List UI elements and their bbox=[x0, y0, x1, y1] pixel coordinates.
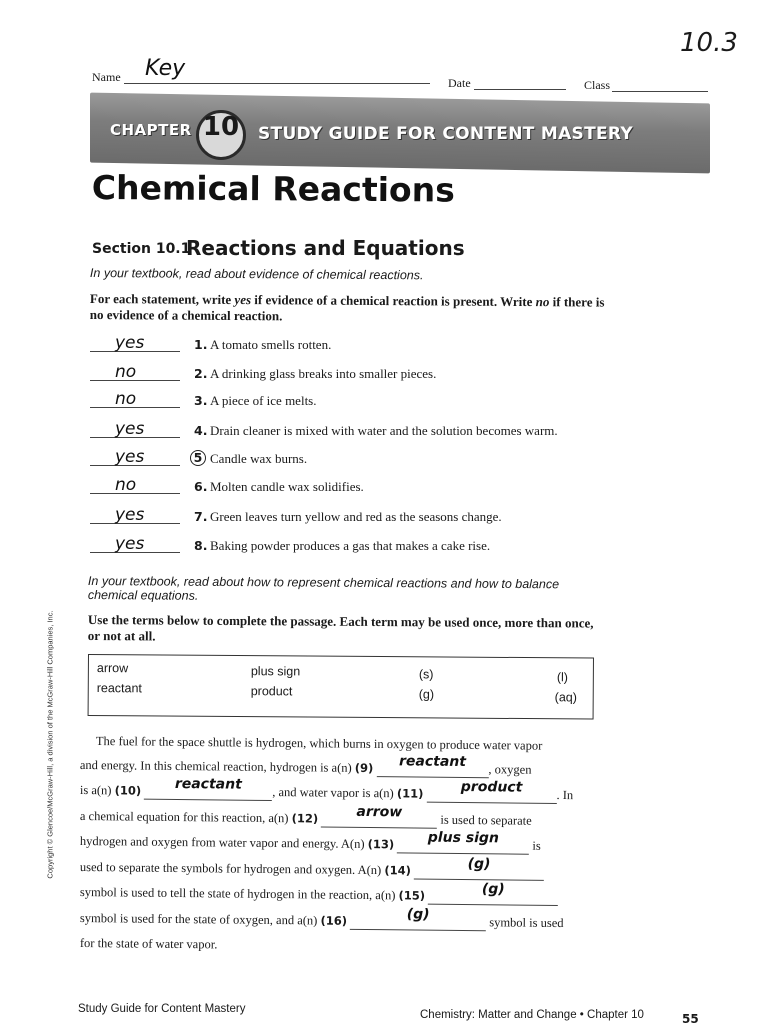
chapter-title: Chemical Reactions bbox=[91, 168, 455, 210]
question-text: A tomato smells rotten. bbox=[210, 337, 332, 352]
answer-blank bbox=[426, 778, 556, 804]
question-text: Candle wax burns. bbox=[210, 451, 308, 466]
blank-answer: plus sign bbox=[427, 829, 500, 847]
banner-title: STUDY GUIDE FOR CONTENT MASTERY bbox=[258, 124, 633, 144]
word-bank-term: arrow bbox=[96, 661, 129, 676]
passage-text: is bbox=[529, 838, 541, 853]
copyright-notice: Copyright © Glencoe/McGraw-Hill, a division of the McGraw-Hill Companies, Inc. bbox=[45, 610, 55, 879]
blank-answer: reactant bbox=[174, 775, 242, 793]
passage-text: a chemical equation for this reaction, a(n) bbox=[79, 809, 292, 826]
question-number: 7. bbox=[194, 509, 208, 524]
question-number: 8. bbox=[194, 538, 208, 553]
passage-line: The fuel for the space shuttle is hydrogen, which burns in oxygen to produce water vapor bbox=[95, 734, 543, 753]
section-number: Section 10.1 bbox=[92, 241, 191, 257]
footer-book-chapter: Chemistry: Matter and Change • Chapter 10 bbox=[420, 1009, 644, 1021]
blank-number: (16) bbox=[320, 913, 348, 928]
instructions-part-2: Use the terms below to complete the passage. Each term may be used once, more than once, or not at all. bbox=[87, 612, 594, 644]
instruction-text: if there is no evidence of a chemical reaction. bbox=[89, 294, 605, 324]
passage-text: , and water vapor is a(n) bbox=[272, 785, 397, 801]
word-bank-term: product bbox=[250, 684, 293, 699]
passage-text: used to separate the symbols for hydrogen and oxygen. A(n) bbox=[79, 860, 385, 878]
word-bank-box bbox=[88, 654, 594, 720]
instruction-no: no bbox=[535, 294, 550, 310]
passage-text: is a(n) bbox=[79, 783, 115, 798]
question-text: Green leaves turn yellow and red as the seasons change. bbox=[210, 509, 502, 524]
answer-value: no bbox=[115, 475, 137, 495]
class-label: Class bbox=[584, 78, 611, 92]
blank-number: (12) bbox=[291, 811, 319, 826]
question-text: Molten candle wax solidifies. bbox=[210, 479, 364, 494]
answer-value: yes bbox=[115, 505, 145, 525]
banner-chapter-label: CHAPTER bbox=[110, 121, 192, 139]
word-bank-term: (s) bbox=[418, 667, 434, 682]
passage-line bbox=[79, 881, 558, 906]
word-bank-term: (g) bbox=[418, 687, 435, 702]
passage-text: , oxygen bbox=[488, 762, 532, 777]
question-text: A piece of ice melts. bbox=[210, 393, 317, 408]
blank-number: (13) bbox=[367, 837, 395, 852]
passage-line: for the state of water vapor. bbox=[79, 936, 218, 952]
section-reading-note-2: In your textbook, read about how to represent chemical reactions and how to balance chemical equations. bbox=[87, 574, 560, 603]
answer-blank bbox=[428, 881, 558, 906]
blank-answer: arrow bbox=[356, 803, 403, 821]
answer-blank bbox=[414, 856, 544, 880]
question-text: Drain cleaner is mixed with water and the solution becomes warm. bbox=[210, 423, 558, 438]
answer-blank bbox=[376, 753, 488, 778]
name-label: Name bbox=[92, 70, 121, 84]
passage-text: symbol is used for the state of oxygen, and a(n) bbox=[79, 911, 321, 928]
word-bank-term: (aq) bbox=[554, 690, 577, 705]
answer-value: yes bbox=[115, 534, 145, 554]
name-field-line bbox=[124, 83, 430, 84]
instructions-part-1 bbox=[90, 291, 610, 327]
answer-blank bbox=[321, 803, 437, 829]
instruction-text: if evidence of a chemical reaction is present. Write bbox=[251, 292, 536, 310]
blank-number: (14) bbox=[384, 863, 411, 878]
passage-line bbox=[79, 775, 574, 804]
answer-value: yes bbox=[115, 333, 145, 353]
instruction-yes: yes bbox=[234, 292, 252, 308]
section-reading-note: In your textbook, read about evidence of chemical reactions. bbox=[89, 266, 424, 283]
banner-chapter-number: 10 bbox=[202, 112, 240, 142]
class-field-line bbox=[612, 91, 708, 92]
blank-answer: (g) bbox=[406, 906, 430, 923]
word-bank-term: plus sign bbox=[250, 664, 301, 679]
passage-text: . In bbox=[556, 787, 574, 803]
passage-line bbox=[79, 803, 532, 830]
name-field-value: Key bbox=[145, 56, 186, 81]
instruction-text: For each statement, write bbox=[89, 291, 235, 308]
passage-text: symbol is used bbox=[486, 915, 564, 931]
section-title: Reactions and Equations bbox=[186, 236, 465, 260]
answer-blank bbox=[350, 906, 486, 931]
answer-value: no bbox=[115, 362, 137, 382]
passage-text: hydrogen and oxygen from water vapor and energy. A(n) bbox=[79, 834, 368, 852]
blank-answer: (g) bbox=[481, 881, 505, 898]
answer-value: yes bbox=[115, 447, 145, 467]
blank-number: (11) bbox=[396, 786, 424, 801]
blank-answer: product bbox=[460, 778, 523, 796]
passage-text: symbol is used to tell the state of hydrogen in the reaction, a(n) bbox=[79, 885, 399, 903]
blank-number: (9) bbox=[354, 760, 374, 776]
answer-value: yes bbox=[115, 419, 145, 439]
question-number: 3. bbox=[194, 393, 208, 408]
footer-guide-title: Study Guide for Content Mastery bbox=[78, 1003, 246, 1015]
passage-text: and energy. In this chemical reaction, hydrogen is a(n) bbox=[79, 758, 355, 775]
question-text: A drinking glass breaks into smaller pieces. bbox=[210, 366, 437, 381]
date-label: Date bbox=[448, 76, 471, 90]
answer-blank bbox=[397, 829, 529, 854]
corner-handwritten-mark: 10.3 bbox=[680, 28, 738, 58]
question-text: Baking powder produces a gas that makes a cake rise. bbox=[210, 538, 491, 553]
passage-line bbox=[79, 906, 564, 932]
answer-blank bbox=[144, 775, 272, 801]
blank-answer: (g) bbox=[467, 856, 491, 873]
blank-answer: reactant bbox=[398, 753, 467, 771]
blank-number: (15) bbox=[398, 888, 426, 903]
word-bank-term: (l) bbox=[556, 670, 569, 685]
page-number: 55 bbox=[682, 1012, 699, 1026]
date-field-line bbox=[474, 89, 566, 90]
blank-number: (10) bbox=[114, 783, 142, 798]
question-number-circled: 5 bbox=[190, 450, 206, 466]
question-number: 4. bbox=[194, 423, 208, 438]
question-number: 2. bbox=[194, 366, 208, 381]
passage-line bbox=[79, 829, 541, 855]
answer-value: no bbox=[115, 389, 137, 409]
word-bank-term: reactant bbox=[96, 681, 142, 696]
question-number: 6. bbox=[194, 479, 208, 494]
passage-text: is used to separate bbox=[437, 812, 532, 828]
passage-line bbox=[79, 856, 544, 881]
question-number: 1. bbox=[194, 337, 208, 352]
